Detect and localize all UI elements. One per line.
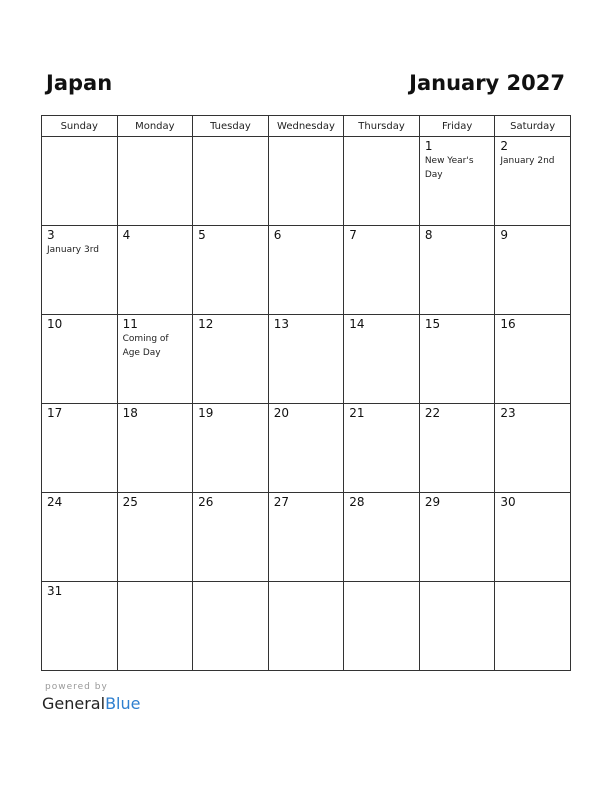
day-cell <box>419 582 495 671</box>
day-cell <box>419 226 495 315</box>
day-number: 19 <box>198 406 214 420</box>
day-cell <box>117 315 193 404</box>
calendar-grid <box>41 115 571 671</box>
day-cell <box>268 315 344 404</box>
holiday-label: New Year's Day <box>424 156 474 180</box>
day-cell <box>419 315 495 404</box>
day-cell <box>117 226 193 315</box>
week-row <box>42 582 571 671</box>
brand-part1: General <box>42 694 106 713</box>
day-cell <box>495 582 571 671</box>
day-cell <box>344 582 420 671</box>
day-number: 15 <box>424 317 441 331</box>
day-cell <box>495 404 571 493</box>
day-number: 16 <box>500 317 516 331</box>
day-number: 12 <box>198 317 214 331</box>
day-cell <box>42 315 118 404</box>
day-cell <box>268 137 344 226</box>
day-cell <box>42 582 118 671</box>
day-cell <box>268 582 344 671</box>
day-cell <box>117 493 193 582</box>
day-number: 27 <box>273 495 289 509</box>
weekday-header: Monday <box>117 116 193 137</box>
weekday-header: Sunday <box>42 116 118 137</box>
week-row <box>42 226 571 315</box>
holiday-label: Coming of Age Day <box>122 334 169 358</box>
day-number: 21 <box>349 406 365 420</box>
day-cell <box>42 493 118 582</box>
day-cell <box>42 404 118 493</box>
day-cell <box>42 137 118 226</box>
day-cell <box>419 493 495 582</box>
day-number: 8 <box>424 228 433 242</box>
day-cell <box>344 315 420 404</box>
day-number: 31 <box>47 584 63 598</box>
day-cell <box>344 137 420 226</box>
day-number: 6 <box>273 228 282 242</box>
day-cell <box>193 582 269 671</box>
generalblue-logo <box>42 694 140 713</box>
day-cell <box>42 226 118 315</box>
day-cell <box>193 493 269 582</box>
week-row <box>42 493 571 582</box>
holiday-label: January 2nd <box>500 156 555 166</box>
day-cell <box>495 226 571 315</box>
day-cell <box>344 404 420 493</box>
day-number: 1 <box>424 139 433 153</box>
day-cell <box>268 404 344 493</box>
week-row <box>42 137 571 226</box>
week-row <box>42 315 571 404</box>
weekday-header: Thursday <box>344 116 420 137</box>
day-number: 7 <box>349 228 357 242</box>
day-number: 5 <box>198 228 206 242</box>
day-number: 17 <box>47 406 63 420</box>
weekday-header-row <box>42 116 571 137</box>
day-number: 23 <box>500 406 516 420</box>
day-number: 18 <box>122 406 138 420</box>
weekday-header: Saturday <box>495 116 571 137</box>
day-cell <box>193 404 269 493</box>
brand-part2: Blue <box>105 694 141 713</box>
day-cell <box>495 493 571 582</box>
weekday-header: Wednesday <box>268 116 344 137</box>
day-number: 22 <box>424 406 441 420</box>
day-number: 14 <box>349 317 365 331</box>
day-number: 2 <box>500 139 509 153</box>
day-cell <box>117 404 193 493</box>
day-cell <box>193 315 269 404</box>
day-number: 29 <box>424 495 441 509</box>
day-cell <box>117 137 193 226</box>
day-number: 11 <box>122 317 138 331</box>
day-cell <box>268 493 344 582</box>
day-cell <box>344 226 420 315</box>
day-cell <box>344 493 420 582</box>
day-number: 30 <box>500 495 516 509</box>
day-number: 3 <box>47 228 55 242</box>
day-cell <box>419 404 495 493</box>
day-number: 13 <box>273 317 289 331</box>
day-number: 20 <box>273 406 289 420</box>
branding <box>42 682 140 713</box>
day-number: 28 <box>349 495 365 509</box>
day-number: 4 <box>122 228 131 242</box>
day-cell <box>193 226 269 315</box>
day-number: 25 <box>122 495 138 509</box>
week-row <box>42 404 571 493</box>
day-cell <box>495 137 571 226</box>
day-number: 10 <box>47 317 63 331</box>
day-cell <box>117 582 193 671</box>
month-title: January 2027 <box>409 71 565 95</box>
holiday-label: January 3rd <box>47 245 99 255</box>
country-title: Japan <box>46 71 113 95</box>
weekday-header: Friday <box>419 116 495 137</box>
day-cell <box>268 226 344 315</box>
weekday-header: Tuesday <box>193 116 269 137</box>
day-cell <box>495 315 571 404</box>
day-number: 26 <box>198 495 214 509</box>
day-number: 9 <box>500 228 509 242</box>
day-cell <box>419 137 495 226</box>
day-cell <box>193 137 269 226</box>
day-number: 24 <box>47 495 63 509</box>
powered-by-label: powered by <box>45 682 108 692</box>
